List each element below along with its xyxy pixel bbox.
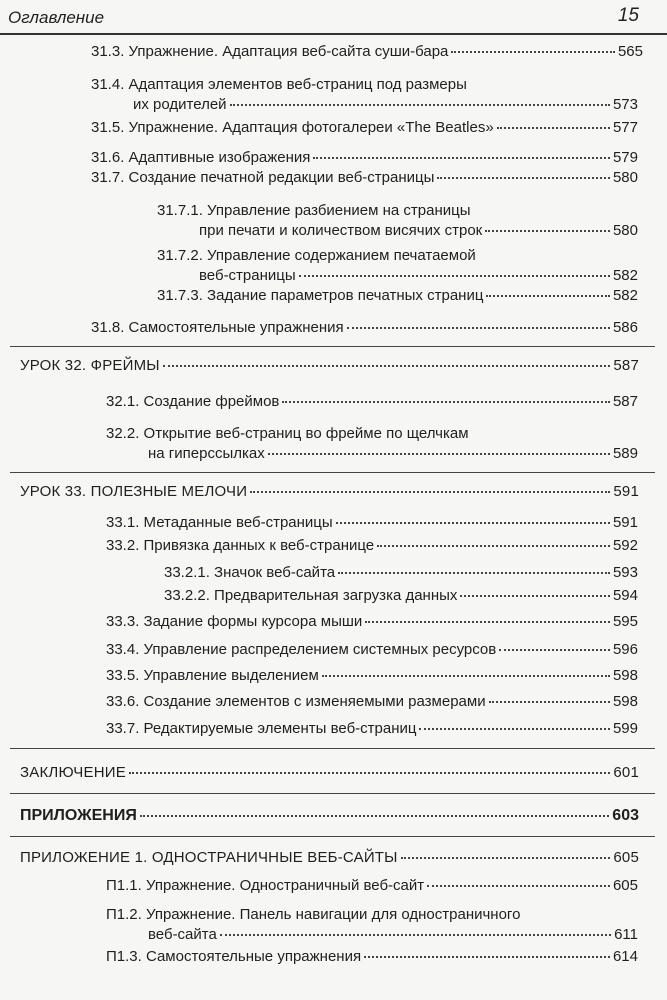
toc-entry-page: 611 — [614, 926, 638, 943]
leader-dots — [401, 857, 611, 859]
section-divider — [10, 836, 655, 837]
toc-entry[interactable] — [106, 666, 638, 686]
toc-entry-title: 33.2.2. Предварительная загрузка данных — [164, 587, 458, 604]
toc-lesson[interactable] — [20, 763, 639, 783]
leader-dots — [129, 772, 610, 774]
leader-dots — [419, 728, 610, 730]
toc-entry-page: 593 — [612, 564, 638, 581]
leader-dots — [313, 157, 610, 159]
toc-lesson[interactable] — [20, 848, 639, 868]
toc-entry-page: 591 — [613, 483, 639, 500]
toc-entry-page: 601 — [613, 764, 639, 781]
toc-entry[interactable] — [106, 719, 638, 739]
toc-entry-page: 603 — [612, 807, 639, 824]
toc-entry-title: 33.1. Метаданные веб-страницы — [106, 514, 333, 531]
toc-entry-title: 31.7. Создание печатной редакции веб-страницы — [91, 169, 435, 186]
toc-entry-page: 589 — [612, 445, 638, 462]
toc-entry-title: 33.2.1. Значок веб-сайта — [164, 564, 336, 581]
toc-entry-page: 573 — [612, 96, 638, 113]
leader-dots — [377, 545, 610, 547]
toc-entry[interactable] — [91, 148, 638, 168]
toc-entry[interactable] — [106, 876, 638, 896]
toc-entry-title: при печати и количеством висячих строк — [199, 222, 483, 239]
toc-lesson[interactable] — [20, 356, 639, 376]
toc-entry-title: 33.5. Управление выделением — [106, 667, 319, 684]
toc-entry[interactable] — [91, 168, 638, 188]
toc-entry-title: 31.5. Упражнение. Адаптация фотогалереи «The Beatles» — [91, 119, 494, 136]
toc-entry-title: на гиперссылках — [148, 445, 265, 462]
toc-entry[interactable] — [91, 118, 638, 138]
toc-entry[interactable] — [157, 201, 638, 241]
leader-dots — [365, 621, 610, 623]
leader-dots — [486, 295, 610, 297]
leader-dots — [230, 104, 610, 106]
toc-entry-page: 592 — [612, 537, 638, 554]
toc-entry-title: 31.8. Самостоятельные упражнения — [91, 319, 344, 336]
toc-entry-title-line1: 31.4. Адаптация элементов веб-страниц под размеры — [91, 76, 467, 93]
section-divider — [10, 793, 655, 794]
toc-entry-page: 591 — [612, 514, 638, 531]
toc-entry[interactable] — [106, 640, 638, 660]
toc-entry-page: 614 — [612, 948, 638, 965]
toc-entry-title: 33.2. Привязка данных к веб-странице — [106, 537, 375, 554]
leader-dots — [338, 572, 610, 574]
toc-entry-title: ЗАКЛЮЧЕНИЕ — [20, 764, 126, 781]
toc-entry[interactable] — [106, 612, 638, 632]
toc-entry-title: их родителей — [133, 96, 227, 113]
toc-entry-title: П1.1. Упражнение. Одностраничный веб-сайт — [106, 877, 425, 894]
leader-dots — [220, 934, 611, 936]
toc-entry-title: УРОК 33. ПОЛЕЗНЫЕ МЕЛОЧИ — [20, 483, 248, 500]
toc-lesson[interactable] — [20, 482, 639, 502]
leader-dots — [336, 522, 610, 524]
toc-entry-page: 580 — [612, 169, 638, 186]
page-number: 15 — [617, 5, 639, 26]
toc-entry-page: 580 — [612, 222, 638, 239]
toc-entry-title: 33.7. Редактируемые элементы веб-страниц — [106, 720, 417, 737]
toc-entry[interactable] — [91, 318, 638, 338]
toc-entry-title: 32.1. Создание фреймов — [106, 393, 280, 410]
toc-entry[interactable] — [106, 392, 638, 412]
toc-entry-page: 586 — [612, 319, 638, 336]
leader-dots — [499, 649, 610, 651]
leader-dots — [460, 595, 610, 597]
toc-entry-page: 577 — [612, 119, 638, 136]
leader-dots — [250, 491, 610, 493]
toc-entry-page: 565 — [617, 43, 643, 60]
toc-entry-title: 31.3. Упражнение. Адаптация веб-сайта суши-бара — [91, 43, 449, 60]
leader-dots — [347, 327, 610, 329]
leader-dots — [163, 365, 611, 367]
toc-entry-page: 594 — [612, 587, 638, 604]
section-divider — [10, 346, 655, 347]
toc-entry-title: 31.6. Адаптивные изображения — [91, 149, 311, 166]
toc-entry-page: 587 — [612, 393, 638, 410]
leader-dots — [437, 177, 610, 179]
toc-entry[interactable] — [106, 513, 638, 533]
toc-entry-title-line1: П1.2. Упражнение. Панель навигации для одностраничного — [106, 906, 521, 923]
toc-entry-page: 579 — [612, 149, 638, 166]
toc-part[interactable] — [20, 806, 639, 826]
toc-entry[interactable] — [157, 286, 638, 306]
toc-entry[interactable] — [164, 563, 638, 583]
toc-entry-page: 605 — [612, 877, 638, 894]
section-title: Оглавление — [8, 8, 105, 27]
toc-entry-title: веб-страницы — [199, 267, 296, 284]
leader-dots — [451, 51, 615, 53]
leader-dots — [427, 885, 610, 887]
section-divider — [10, 472, 655, 473]
toc-entry-page: 582 — [612, 267, 638, 284]
leader-dots — [282, 401, 610, 403]
toc-entry-page: 596 — [612, 641, 638, 658]
toc-entry-title-line1: 31.7.2. Управление содержанием печатаемой — [157, 247, 476, 264]
toc-entry-page: 598 — [612, 693, 638, 710]
toc-entry[interactable] — [106, 536, 638, 556]
leader-dots — [299, 275, 610, 277]
toc-entry[interactable] — [106, 905, 638, 945]
toc-entry[interactable] — [91, 42, 643, 62]
toc-entry-title: ПРИЛОЖЕНИЕ 1. ОДНОСТРАНИЧНЫЕ ВЕБ-САЙТЫ — [20, 849, 398, 866]
toc-entry-title: ПРИЛОЖЕНИЯ — [20, 807, 137, 824]
toc-entry-page: 587 — [613, 357, 639, 374]
toc-entry-title: 31.7.3. Задание параметров печатных страниц — [157, 287, 484, 304]
toc-entry-page: 598 — [612, 667, 638, 684]
leader-dots — [140, 815, 609, 817]
toc-entry-title: П1.3. Самостоятельные упражнения — [106, 948, 362, 965]
toc-entry-title: УРОК 32. ФРЕЙМЫ — [20, 357, 160, 374]
toc-entry-title: 33.4. Управление распределением системных ресурсов — [106, 641, 497, 658]
section-divider — [10, 748, 655, 749]
leader-dots — [268, 453, 610, 455]
toc-entry[interactable] — [106, 692, 638, 712]
leader-dots — [489, 701, 610, 703]
leader-dots — [322, 675, 610, 677]
toc-entry[interactable] — [106, 947, 638, 967]
toc-entry-page: 599 — [612, 720, 638, 737]
leader-dots — [485, 230, 610, 232]
toc-entry-page: 595 — [612, 613, 638, 630]
toc-entry-title: веб-сайта — [148, 926, 217, 943]
leader-dots — [497, 127, 610, 129]
toc-entry-page: 582 — [612, 287, 638, 304]
toc-entry[interactable] — [91, 75, 638, 115]
toc-entry-title: 33.6. Создание элементов с изменяемыми размерами — [106, 693, 486, 710]
toc-entry-page: 605 — [613, 849, 639, 866]
toc-entry[interactable] — [106, 424, 638, 464]
leader-dots — [364, 956, 610, 958]
toc-entry-title: 33.3. Задание формы курсора мыши — [106, 613, 363, 630]
toc-entry-title-line1: 32.2. Открытие веб-страниц во фрейме по щелчкам — [106, 425, 469, 442]
toc-entry[interactable] — [164, 586, 638, 606]
toc-entry[interactable] — [157, 246, 638, 286]
toc-entry-title-line1: 31.7.1. Управление разбиением на страницы — [157, 202, 471, 219]
